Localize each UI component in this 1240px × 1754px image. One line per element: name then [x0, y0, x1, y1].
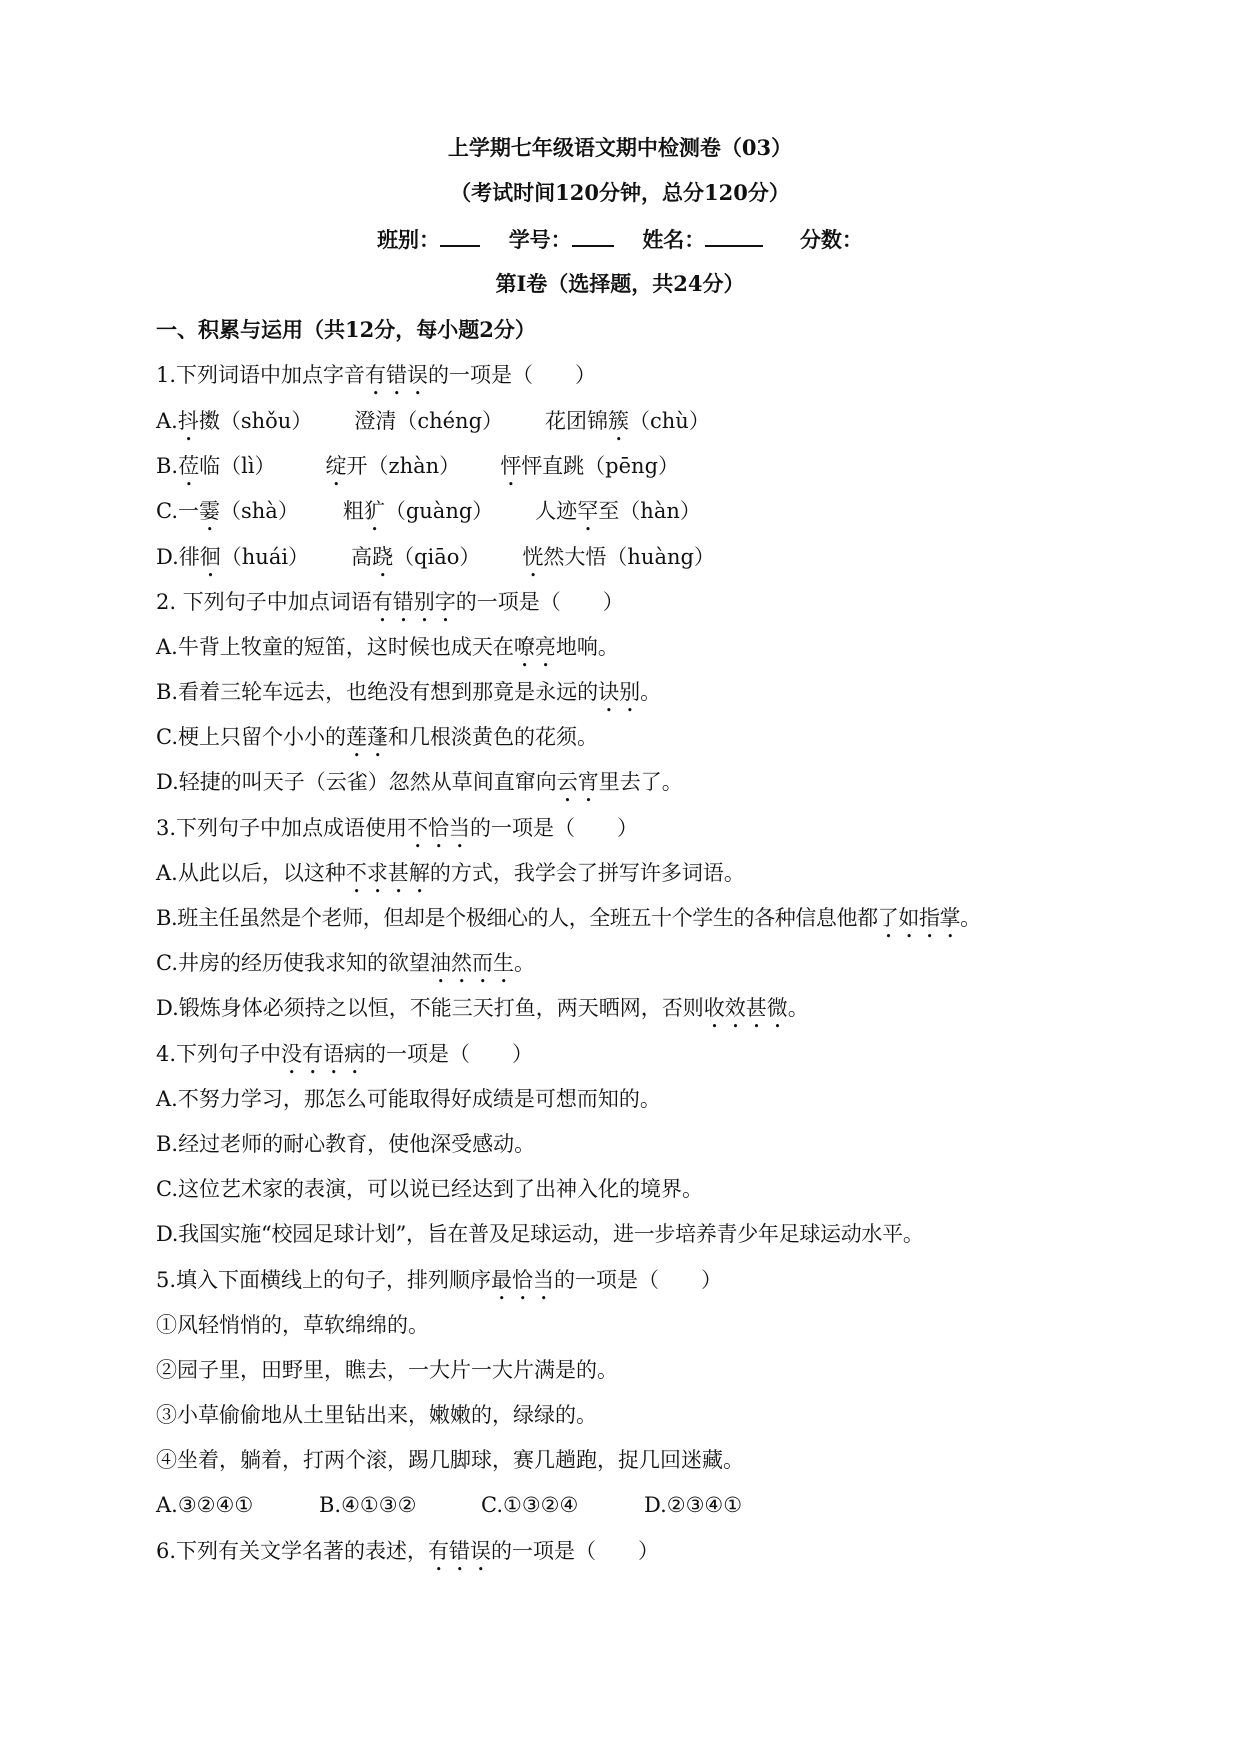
question-2-option-b [156, 678, 661, 717]
option-text: A. [156, 409, 178, 433]
option-text: 地响。 [555, 635, 619, 659]
question-5-stem [156, 1266, 722, 1305]
question-3-option-b [156, 904, 981, 943]
option-text: 临（lì） [199, 454, 276, 478]
stem-emphasis: 不恰当 [407, 816, 471, 840]
option-text: 。 [960, 906, 981, 930]
dotted-word: 嘹亮 [513, 635, 556, 659]
stem-text: 的一项是（ ） [470, 816, 639, 840]
question-6-stem [156, 1537, 659, 1576]
option-text: 至（hàn） [598, 499, 701, 523]
question-2-stem [156, 588, 624, 627]
option-c: C.①③②④ [481, 1493, 579, 1517]
dotted-char: 犷 [363, 499, 385, 523]
question-5-sentence-2: ②园子里，田野里，瞧去，一大片一大片满是的。 [156, 1358, 618, 1382]
option-text: （qiāo） [393, 545, 481, 569]
option-text: 和几根淡黄色的花须。 [388, 725, 598, 749]
dotted-word: 不求甚解 [345, 861, 430, 885]
option-text: 人迹 [535, 499, 578, 523]
option-text: 怦直跳（pēng） [521, 454, 680, 478]
option-text: D.锻炼身体必须持之以恒，不能三天打鱼，两天晒网，否则 [156, 996, 704, 1020]
stem-text: 5.填入下面横线上的句子，排列顺序 [156, 1268, 492, 1292]
option-text: （huái） [220, 545, 310, 569]
dotted-char: 簇 [608, 409, 630, 433]
number-label: 学号： [508, 227, 572, 252]
section-title: 一、积累与运用（共12分，每小题2分） [156, 317, 536, 342]
question-1-stem [156, 361, 596, 400]
stem-text: 2. 下列句子中加点词语 [156, 590, 372, 614]
question-3-stem [156, 814, 638, 853]
stem-emphasis: 最恰当 [491, 1268, 555, 1292]
option-text: D.徘 [156, 545, 200, 569]
stem-text: 的一项是（ ） [428, 363, 597, 387]
stem-text: 6.下列有关文学名著的表述， [156, 1539, 429, 1563]
option-text: 然大悟（huàng） [543, 545, 715, 569]
option-text: C.井房的经历使我求知的欲望 [156, 951, 430, 975]
question-2-option-d [156, 768, 683, 807]
dotted-word: 莲蓬 [346, 725, 388, 749]
option-text: （shà） [220, 499, 299, 523]
stem-emphasis: 有错误 [365, 363, 429, 387]
score-label: 分数： [799, 227, 863, 252]
question-3-option-d [156, 994, 809, 1033]
part-title: 第Ⅰ卷（选择题，共24分） [495, 271, 745, 296]
option-text: 。 [640, 680, 662, 704]
option-text: 。 [787, 996, 809, 1020]
question-1-option-c [156, 497, 701, 536]
question-5-sentence-3: ③小草偷偷地从土里钻出来，嫩嫩的，绿绿的。 [156, 1403, 597, 1427]
dotted-char: 恍 [522, 545, 544, 569]
dotted-char: 莅 [178, 454, 200, 478]
option-text: 擞（shǒu） [198, 409, 313, 433]
dotted-word: 收效甚微 [703, 996, 788, 1020]
stem-text: 的一项是（ ） [455, 590, 624, 614]
dotted-word: 诀别 [598, 680, 641, 704]
question-4-stem [156, 1040, 533, 1079]
option-text: 。 [514, 951, 535, 975]
question-3-option-a [156, 859, 745, 898]
class-blank[interactable] [440, 225, 480, 247]
option-text: 粗 [342, 499, 364, 523]
question-5-sentence-1: ①风轻悄悄的，草软绵绵的。 [156, 1313, 429, 1337]
option-text: D.轻捷的叫天子（云雀）忽然从草间直窜向 [156, 770, 557, 794]
option-text: 开（zhàn） [346, 454, 461, 478]
option-text: 高 [351, 545, 373, 569]
stem-text: 的一项是（ ） [554, 1268, 723, 1292]
stem-text: 3.下列句子中加点成语使用 [156, 816, 408, 840]
name-label: 姓名： [642, 227, 706, 252]
question-5-sentence-4: ④坐着，躺着，打两个滚，踢几脚球，赛几趟跑，捉几回迷藏。 [156, 1448, 744, 1472]
option-text: （chù） [629, 409, 710, 433]
option-text: B.看着三轮车远去，也绝没有想到那竟是永远的 [156, 680, 599, 704]
dotted-char: 抖 [177, 409, 199, 433]
option-text: C.梗上只留个小小的 [156, 725, 346, 749]
dotted-word: 了如指掌 [877, 906, 961, 930]
option-text: 澄清（chéng） [354, 409, 504, 433]
dotted-char: 绽 [325, 454, 347, 478]
option-b: B.④①③② [319, 1493, 417, 1517]
question-4-option-d: D.我国实施“校园足球计划”，旨在普及足球运动，进一步培养青少年足球运动水平。 [156, 1222, 924, 1246]
stem-emphasis: 没有语病 [281, 1042, 366, 1066]
name-blank[interactable] [705, 225, 763, 247]
dotted-char: 怦 [500, 454, 522, 478]
student-info-line [0, 225, 1240, 254]
option-text: B. [156, 454, 179, 478]
question-4-option-a: A.不努力学习，那怎么可能取得好成绩是可想而知的。 [156, 1087, 661, 1111]
dotted-char: 跷 [372, 545, 394, 569]
option-text: B.班主任虽然是个老师，但却是个极细心的人，全班五十个学生的各种信息他都 [156, 906, 878, 930]
option-text: A.牛背上牧童的短笛，这时候也成天在 [156, 635, 514, 659]
question-4-option-c: C.这位艺术家的表演，可以说已经达到了出神入化的境界。 [156, 1177, 703, 1201]
option-d: D.②③④① [644, 1493, 743, 1517]
option-text: 里去了。 [598, 770, 683, 794]
question-1-option-d [156, 543, 715, 582]
number-blank[interactable] [572, 225, 614, 247]
exam-title: 上学期七年级语文期中检测卷（03） [447, 135, 793, 160]
question-3-option-c [156, 949, 535, 988]
question-5-options [156, 1491, 742, 1519]
question-2-option-c [156, 723, 598, 762]
question-1-option-b [156, 452, 679, 491]
dotted-char: 徊 [199, 545, 221, 569]
option-text: C.一 [156, 499, 199, 523]
option-text: （guàng） [384, 499, 494, 523]
stem-emphasis: 有错别字 [371, 590, 456, 614]
question-2-option-a [156, 633, 619, 672]
dotted-word: 油然而生 [430, 951, 514, 975]
stem-emphasis: 有错误 [428, 1539, 492, 1563]
question-1-option-a [156, 407, 710, 446]
option-text: A.从此以后，以这种 [156, 861, 346, 885]
stem-text: 4.下列句子中 [156, 1042, 282, 1066]
dotted-char: 霎 [199, 499, 220, 523]
class-label: 班别： [377, 227, 441, 252]
option-text: 的方式，我学会了拼写许多词语。 [429, 861, 745, 885]
exam-subtitle: （考试时间120分钟，总分120分） [450, 180, 790, 205]
question-4-option-b: B.经过老师的耐心教育，使他深受感动。 [156, 1132, 536, 1156]
dotted-word: 云宵 [556, 770, 599, 794]
option-a: A.③②④① [156, 1493, 254, 1517]
stem-text: 1.下列词语中加点字音 [156, 363, 366, 387]
stem-text: 的一项是（ ） [491, 1539, 660, 1563]
option-text: 花团锦 [545, 409, 609, 433]
dotted-char: 罕 [577, 499, 599, 523]
stem-text: 的一项是（ ） [365, 1042, 534, 1066]
